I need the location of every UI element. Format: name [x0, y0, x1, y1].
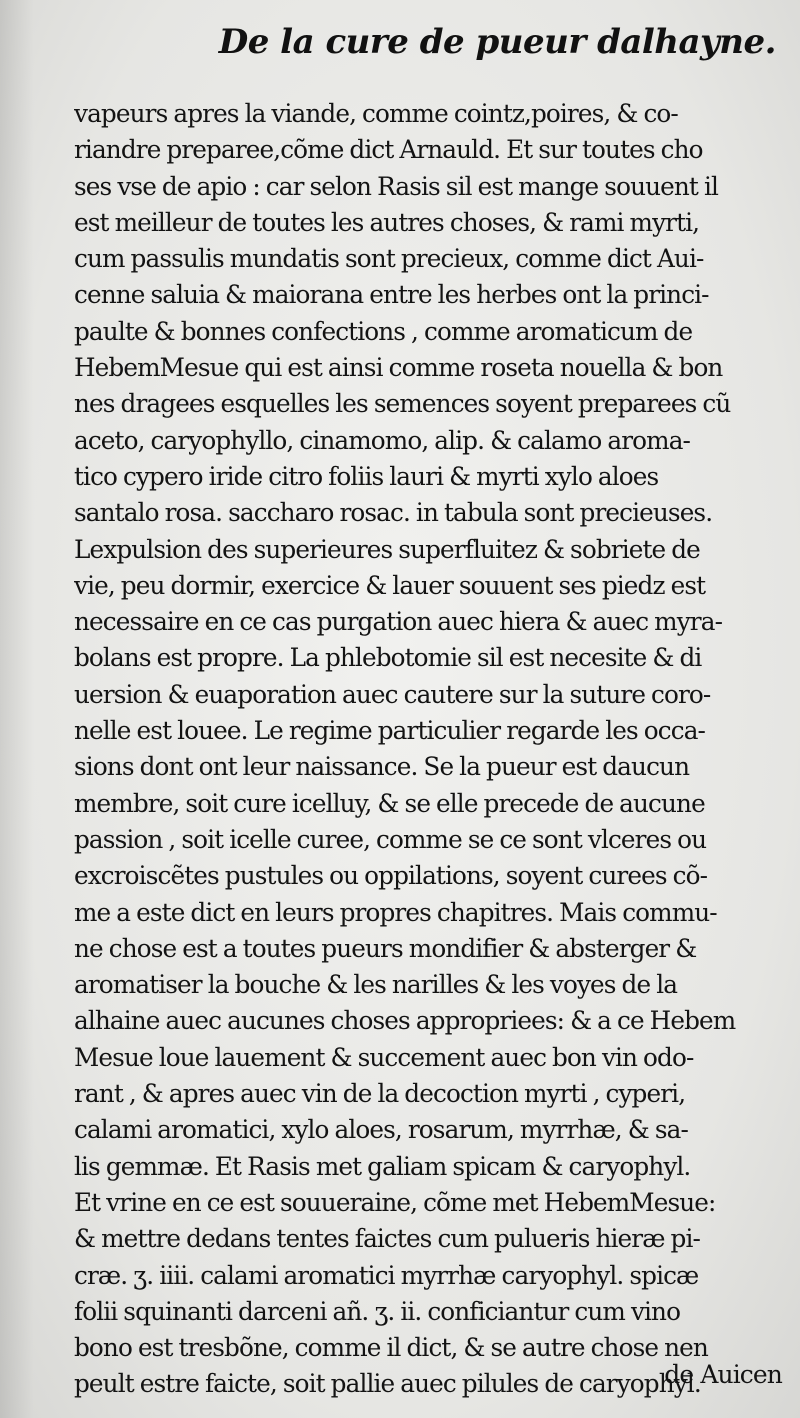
- text-line: uersion & euaporation auec cautere sur la suture coro-: [74, 679, 711, 709]
- catchword: de Auicen: [664, 1360, 782, 1389]
- text-line: Et vrine en ce est souueraine, cõme met HebemMesue:: [74, 1187, 716, 1217]
- text-line: & mettre dedans tentes faictes cum pulueris hieræ pi-: [74, 1224, 700, 1254]
- text-line: nelle est louee. Le regime particulier regarde les occa-: [74, 716, 706, 746]
- text-line: santalo rosa. saccharo rosac. in tabula sont precieuses.: [74, 498, 713, 528]
- text-line: calami aromatici, xylo aloes, rosarum, myrrhæ, & sa-: [74, 1115, 688, 1145]
- text-line: membre, soit cure icelluy, & se elle precede de aucune: [74, 788, 705, 818]
- text-line: bolans est propre. La phlebotomie sil est necesite & di: [74, 643, 702, 673]
- text-line: sions dont ont leur naissance. Se la pueur est daucun: [74, 752, 690, 782]
- running-head: De la cure de pueur dalhayne.: [218, 22, 776, 62]
- body-text: [74, 96, 800, 1403]
- text-line: cræ. ʒ. iiii. calami aromatici myrrhæ caryophyl. spicæ: [74, 1260, 699, 1290]
- text-line: passion , soit icelle curee, comme se ce sont vlceres ou: [74, 824, 707, 854]
- text-line: ne chose est a toutes pueurs mondifier & absterger &: [74, 933, 697, 963]
- text-line: cum passulis mundatis sont precieux, comme dict Aui-: [74, 244, 704, 274]
- text-line: aceto, caryophyllo, cinamomo, alip. & calamo aroma-: [74, 425, 691, 455]
- text-line: vapeurs apres la viande, comme cointz,poires, & co-: [74, 99, 678, 128]
- text-line: Lexpulsion des superieures superfluitez & sobriete de: [74, 534, 700, 564]
- text-line: cenne saluia & maiorana entre les herbes ont la princi-: [74, 280, 709, 310]
- text-line: folii squinanti darceni añ. ʒ. ii. conficiantur cum vino: [74, 1296, 681, 1326]
- text-line: paulte & bonnes confections , comme aromaticum de: [74, 316, 693, 346]
- text-line: vie, peu dormir, exercice & lauer souuent ses piedz est: [74, 570, 706, 600]
- text-line: lis gemmæ. Et Rasis met galiam spicam & caryophyl.: [74, 1151, 691, 1181]
- text-line: est meilleur de toutes les autres choses, & rami myrti,: [74, 207, 700, 237]
- text-line: excroiscẽtes pustules ou oppilations, soyent curees cõ-: [74, 861, 708, 891]
- text-line: me a este dict en leurs propres chapitres. Mais commu-: [74, 897, 717, 927]
- text-line: nes dragees esquelles les semences soyent preparees cũ: [74, 389, 731, 419]
- text-line: peult estre faicte, soit pallie auec pilules de caryophyl.: [74, 1369, 701, 1399]
- text-line: alhaine auec aucunes choses appropriees: & a ce Hebem: [74, 1006, 736, 1036]
- text-line: rant , & apres auec vin de la decoction myrti , cyperi,: [74, 1079, 686, 1109]
- text-line: Mesue loue lauement & succement auec bon vin odo-: [74, 1042, 694, 1072]
- text-line: ses vse de apio : car selon Rasis sil est mange souuent il: [74, 171, 718, 201]
- text-line: necessaire en ce cas purgation auec hiera & auec myra-: [74, 607, 723, 637]
- text-line: tico cypero iride citro foliis lauri & myrti xylo aloes: [74, 461, 659, 491]
- text-line: HebemMesue qui est ainsi comme roseta nouella & bon: [74, 353, 723, 383]
- gutter-shadow: [0, 0, 34, 1418]
- text-line: riandre preparee,cõme dict Arnauld. Et sur toutes cho: [74, 135, 703, 165]
- text-line: bono est tresbõne, comme il dict, & se autre chose nen: [74, 1333, 708, 1363]
- text-line: aromatiser la bouche & les narilles & les voyes de la: [74, 970, 678, 1000]
